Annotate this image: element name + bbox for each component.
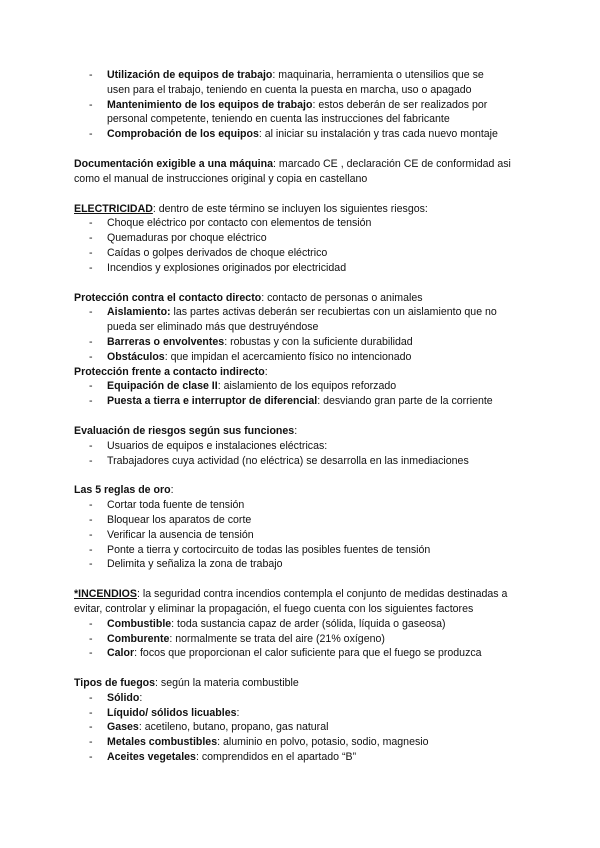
bullet-dash: -	[89, 499, 93, 512]
item-text: : acetileno, butano, propano, gas natural	[138, 721, 329, 734]
list-item	[0, 513, 600, 528]
bullet-dash: -	[89, 261, 93, 274]
bullet-dash: -	[89, 543, 93, 556]
list-item	[0, 720, 600, 735]
bullet-dash: -	[89, 98, 93, 111]
list-item	[0, 127, 600, 142]
heading-term: Las 5 reglas de oro	[74, 484, 171, 497]
item-term: Barreras o envolventes	[107, 335, 225, 348]
heading-term: Tipos de fuegos	[74, 677, 156, 690]
list-item	[0, 617, 600, 632]
item-text: Usuarios de equipos e instalaciones eléctricas:	[107, 439, 328, 452]
bullet-dash: -	[89, 691, 93, 704]
bullet-dash: -	[89, 454, 93, 467]
item-continuation: usen para el trabajo, teniendo en cuenta la puesta en marcha, uso o apagado	[107, 83, 472, 96]
item-text: Choque eléctrico por contacto con elementos de tensión	[107, 217, 372, 230]
list-item	[0, 498, 600, 513]
electricidad-heading-line	[0, 202, 600, 217]
bullet-dash: -	[89, 217, 93, 230]
list-item	[0, 350, 600, 365]
documentacion-continuation: como el manual de instrucciones original y copia en castellano	[74, 172, 368, 185]
list-item	[0, 261, 600, 276]
item-term: Puesta a tierra e interruptor de diferencial	[107, 395, 318, 408]
list-item	[0, 691, 600, 706]
item-text: Caídas o golpes derivados de choque eléctrico	[107, 246, 328, 259]
documentacion-text: : marcado CE , declaración CE de conformidad asi	[272, 157, 511, 170]
heading-text: : contacto de personas o animales	[261, 291, 423, 304]
heading-term: Evaluación de riesgos según sus funciones	[74, 424, 295, 437]
item-text: Trabajadores cuya actividad (no eléctrica) se desarrolla en las inmediaciones	[107, 454, 469, 467]
heading-text: :	[264, 365, 268, 378]
list-item	[0, 216, 600, 231]
item-text: Bloquear los aparatos de corte	[107, 513, 252, 526]
list-item	[0, 735, 600, 750]
bullet-dash: -	[89, 306, 93, 319]
incendios-heading-line	[0, 587, 600, 602]
contacto-indirecto-heading	[0, 365, 600, 380]
incendios-text: : la seguridad contra incendios contempla el conjunto de medidas destinadas a	[136, 588, 508, 601]
item-term: Sólido	[107, 691, 140, 704]
document-page	[0, 68, 600, 765]
item-term: Comprobación de los equipos	[107, 128, 259, 141]
item-term: Comburente	[107, 632, 170, 645]
reglas-heading	[0, 483, 600, 498]
list-item	[0, 632, 600, 647]
item-term: Aceites vegetales	[107, 751, 196, 764]
item-term: Utilización de equipos de trabajo	[107, 69, 273, 81]
item-text: : comprendidos en el apartado “B”	[195, 751, 357, 764]
documentacion-paragraph	[0, 157, 600, 172]
list-item	[0, 543, 600, 558]
documentacion-heading: Documentación exigible a una máquina	[74, 157, 273, 170]
list-item	[0, 68, 600, 83]
item-text: : estos deberán de ser realizados por	[312, 98, 488, 111]
list-item	[0, 305, 600, 320]
item-text: : aislamiento de los equipos reforzado	[217, 380, 397, 393]
list-item	[0, 231, 600, 246]
bullet-dash: -	[89, 721, 93, 734]
bullet-dash: -	[89, 69, 93, 81]
item-text: Incendios y explosiones originados por electricidad	[107, 261, 347, 274]
item-term: Calor	[107, 647, 135, 660]
item-text: : normalmente se trata del aire (21% oxígeno)	[169, 632, 385, 645]
item-text: : que impidan el acercamiento físico no intencionado	[164, 350, 412, 363]
item-term: Obstáculos	[107, 350, 165, 363]
item-text: : al iniciar su instalación y tras cada nuevo montaje	[258, 128, 498, 141]
item-text: Quemaduras por choque eléctrico	[107, 232, 267, 245]
heading-term: Protección contra el contacto directo	[74, 291, 262, 304]
bullet-dash: -	[89, 736, 93, 749]
incendios-continuation: evitar, controlar y eliminar la propagación, el fuego cuenta con los siguientes factores	[74, 602, 474, 615]
list-item	[0, 706, 600, 721]
list-item	[0, 557, 600, 572]
heading-term: Protección frente a contacto indirecto	[74, 365, 265, 378]
heading-text: :	[294, 424, 298, 437]
item-text: : toda sustancia capaz de arder (sólida, líquida o gaseosa)	[171, 617, 446, 630]
electricidad-text: : dentro de este término se incluyen los siguientes riesgos:	[152, 202, 428, 215]
item-text: : maquinaria, herramienta o utensilios que se	[272, 69, 484, 81]
heading-text: :	[170, 484, 174, 497]
incendios-title: *INCENDIOS	[74, 588, 137, 601]
bullet-dash: -	[89, 558, 93, 571]
item-text: Delimita y señaliza la zona de trabajo	[107, 558, 283, 571]
contacto-directo-heading	[0, 291, 600, 306]
item-term: Equipación de clase II	[107, 380, 218, 393]
bullet-dash: -	[89, 335, 93, 348]
item-term: Metales combustibles	[107, 736, 218, 749]
item-text: :	[236, 706, 240, 719]
item-text: : desviando gran parte de la corriente	[317, 395, 493, 408]
item-continuation: personal competente, teniendo en cuenta las instrucciones del fabricante	[107, 113, 450, 126]
bullet-dash: -	[89, 706, 93, 719]
bullet-dash: -	[89, 751, 93, 764]
tipos-heading	[0, 676, 600, 691]
list-item	[0, 394, 600, 409]
list-item	[0, 750, 600, 765]
item-term: Mantenimiento de los equipos de trabajo	[107, 98, 313, 111]
bullet-dash: -	[89, 395, 93, 408]
list-item	[0, 646, 600, 661]
item-continuation: pueda ser eliminado más que destruyéndose	[107, 321, 319, 334]
heading-text: : según la materia combustible	[155, 677, 299, 690]
bullet-dash: -	[89, 246, 93, 259]
item-text: : robustas y con la suficiente durabilidad	[224, 335, 413, 348]
bullet-dash: -	[89, 232, 93, 245]
bullet-dash: -	[89, 513, 93, 526]
item-text: :	[139, 691, 143, 704]
bullet-dash: -	[89, 632, 93, 645]
item-term: Aislamiento:	[107, 306, 171, 319]
bullet-dash: -	[89, 617, 93, 630]
bullet-dash: -	[89, 128, 93, 141]
item-text: : aluminio en polvo, potasio, sodio, magnesio	[217, 736, 429, 749]
list-item	[0, 379, 600, 394]
bullet-dash: -	[89, 350, 93, 363]
item-text: Cortar toda fuente de tensión	[107, 499, 245, 512]
list-item	[0, 98, 600, 113]
bullet-dash: -	[89, 439, 93, 452]
evaluacion-heading	[0, 424, 600, 439]
bullet-dash: -	[89, 528, 93, 541]
item-text: : focos que proporcionan el calor suficiente para que el fuego se produzca	[134, 647, 482, 660]
item-term: Líquido/ sólidos licuables	[107, 706, 237, 719]
electricidad-title: ELECTRICIDAD	[74, 202, 153, 215]
list-item	[0, 335, 600, 350]
item-text: Verificar la ausencia de tensión	[107, 528, 254, 541]
item-text: las partes activas deberán ser recubiertas con un aislamiento que no	[170, 306, 497, 319]
bullet-dash: -	[89, 647, 93, 660]
list-item	[0, 439, 600, 454]
list-item	[0, 454, 600, 469]
item-text: Ponte a tierra y cortocircuito de todas las posibles fuentes de tensión	[107, 543, 431, 556]
item-term: Combustible	[107, 617, 172, 630]
list-item	[0, 528, 600, 543]
item-term: Gases	[107, 721, 139, 734]
bullet-dash: -	[89, 380, 93, 393]
list-item	[0, 246, 600, 261]
